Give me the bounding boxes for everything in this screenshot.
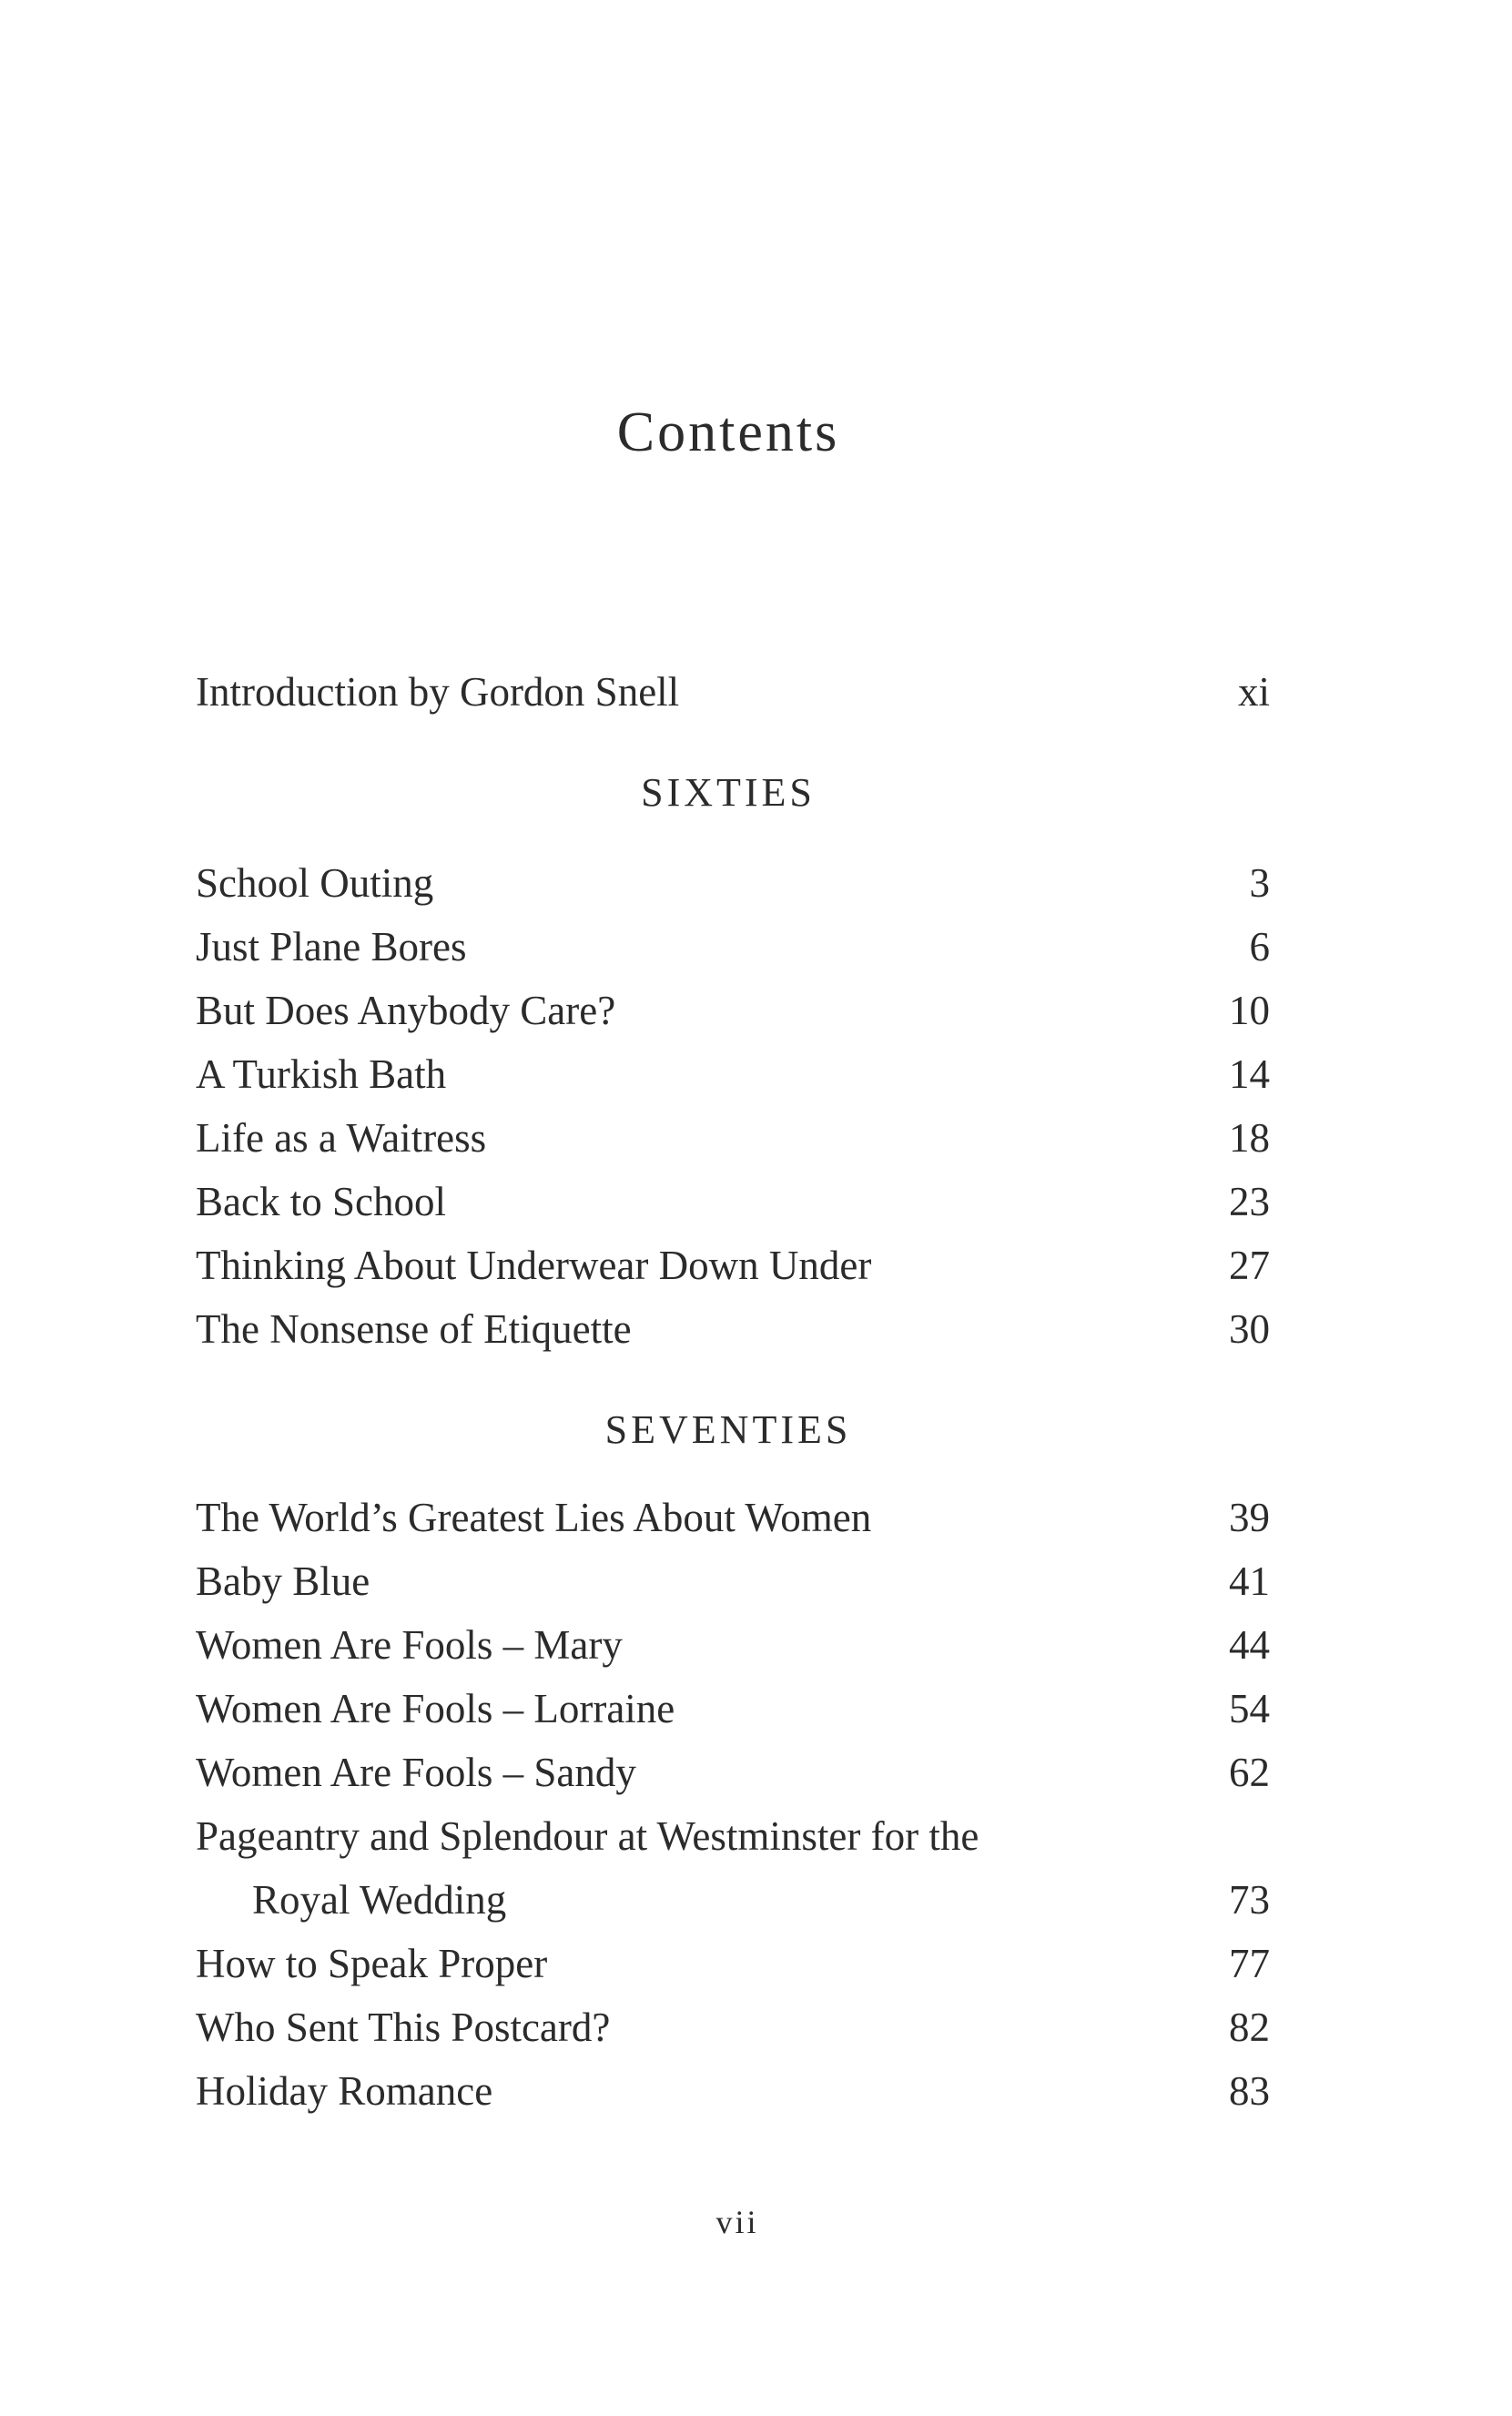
toc-entry [196, 1170, 1270, 1233]
toc-entry [196, 1677, 1270, 1741]
toc-entry-label: Baby Blue [196, 1558, 370, 1604]
toc-entry-label: The World’s Greatest Lies About Women [196, 1495, 872, 1540]
toc-entry [196, 1297, 1270, 1361]
toc-entry-label: Who Sent This Postcard? [196, 2005, 611, 2050]
toc-entry [196, 1995, 1270, 2059]
toc-entry [196, 1932, 1270, 1995]
toc-entry-label: Thinking About Underwear Down Under [196, 1243, 872, 1288]
toc-entry-page: 54 [1229, 1686, 1270, 1731]
toc-entry [196, 1106, 1270, 1170]
toc-entry-label: A Turkish Bath [196, 1051, 447, 1097]
toc-entry-page: 27 [1229, 1243, 1270, 1288]
toc-entry-page: 3 [1249, 860, 1270, 906]
toc-entry-label: Holiday Romance [196, 2068, 493, 2114]
toc-entry-page: 18 [1229, 1115, 1270, 1161]
toc-entry [196, 1804, 1270, 1868]
toc-entry [196, 1741, 1270, 1804]
toc-entry-label: How to Speak Proper [196, 1941, 548, 1986]
toc-entry [196, 1233, 1270, 1297]
toc-entry-label: Back to School [196, 1179, 446, 1224]
toc-entry-page: 73 [1229, 1877, 1270, 1923]
toc-entry-label: Women Are Fools – Lorraine [196, 1686, 675, 1731]
toc-entry-page: 44 [1229, 1622, 1270, 1668]
toc-entry-page: 39 [1229, 1495, 1270, 1540]
toc-entry-introduction [196, 660, 1270, 724]
toc-entry [196, 1486, 1270, 1549]
toc-entry-label: Just Plane Bores [196, 924, 467, 969]
toc-entry-label: Women Are Fools – Sandy [196, 1750, 636, 1795]
toc-entry [196, 1613, 1270, 1677]
toc-entry [196, 1549, 1270, 1613]
toc-entry-page: 83 [1229, 2068, 1270, 2114]
toc-entry-continuation [196, 1868, 1270, 1932]
toc-entry-page: 77 [1229, 1941, 1270, 1986]
toc-entry-page: 82 [1229, 2005, 1270, 2050]
toc-entry [196, 851, 1270, 915]
section-heading-sixties: SIXTIES [641, 770, 816, 815]
toc-entry-label: Pageantry and Splendour at Westminster for the [196, 1813, 979, 1859]
toc-entry-page: 30 [1229, 1306, 1270, 1352]
page-title: Contents [616, 401, 840, 463]
toc-entry-page: 6 [1249, 924, 1270, 969]
toc-entry-page: 14 [1229, 1051, 1270, 1097]
toc-entry-label: Life as a Waitress [196, 1115, 487, 1161]
toc-entry-label: Introduction by Gordon Snell [196, 669, 680, 715]
toc-entry-label: But Does Anybody Care? [196, 988, 616, 1033]
section-heading-seventies: SEVENTIES [604, 1407, 852, 1452]
toc-entry [196, 979, 1270, 1042]
toc-entry-label: School Outing [196, 860, 434, 906]
toc-entry-page: 23 [1229, 1179, 1270, 1224]
toc-entry-label: The Nonsense of Etiquette [196, 1306, 632, 1352]
toc-entry [196, 1042, 1270, 1106]
toc-entry-label: Royal Wedding [252, 1877, 507, 1923]
toc-entry-page: 62 [1229, 1750, 1270, 1795]
toc-entry-page: xi [1237, 669, 1270, 715]
toc-entry-label: Women Are Fools – Mary [196, 1622, 623, 1668]
toc-entry [196, 2059, 1270, 2123]
toc-entry-page: 41 [1229, 1558, 1270, 1604]
toc-entry-page: 10 [1229, 988, 1270, 1033]
page-number-folio: vii [715, 2204, 759, 2240]
toc-entry [196, 915, 1270, 979]
